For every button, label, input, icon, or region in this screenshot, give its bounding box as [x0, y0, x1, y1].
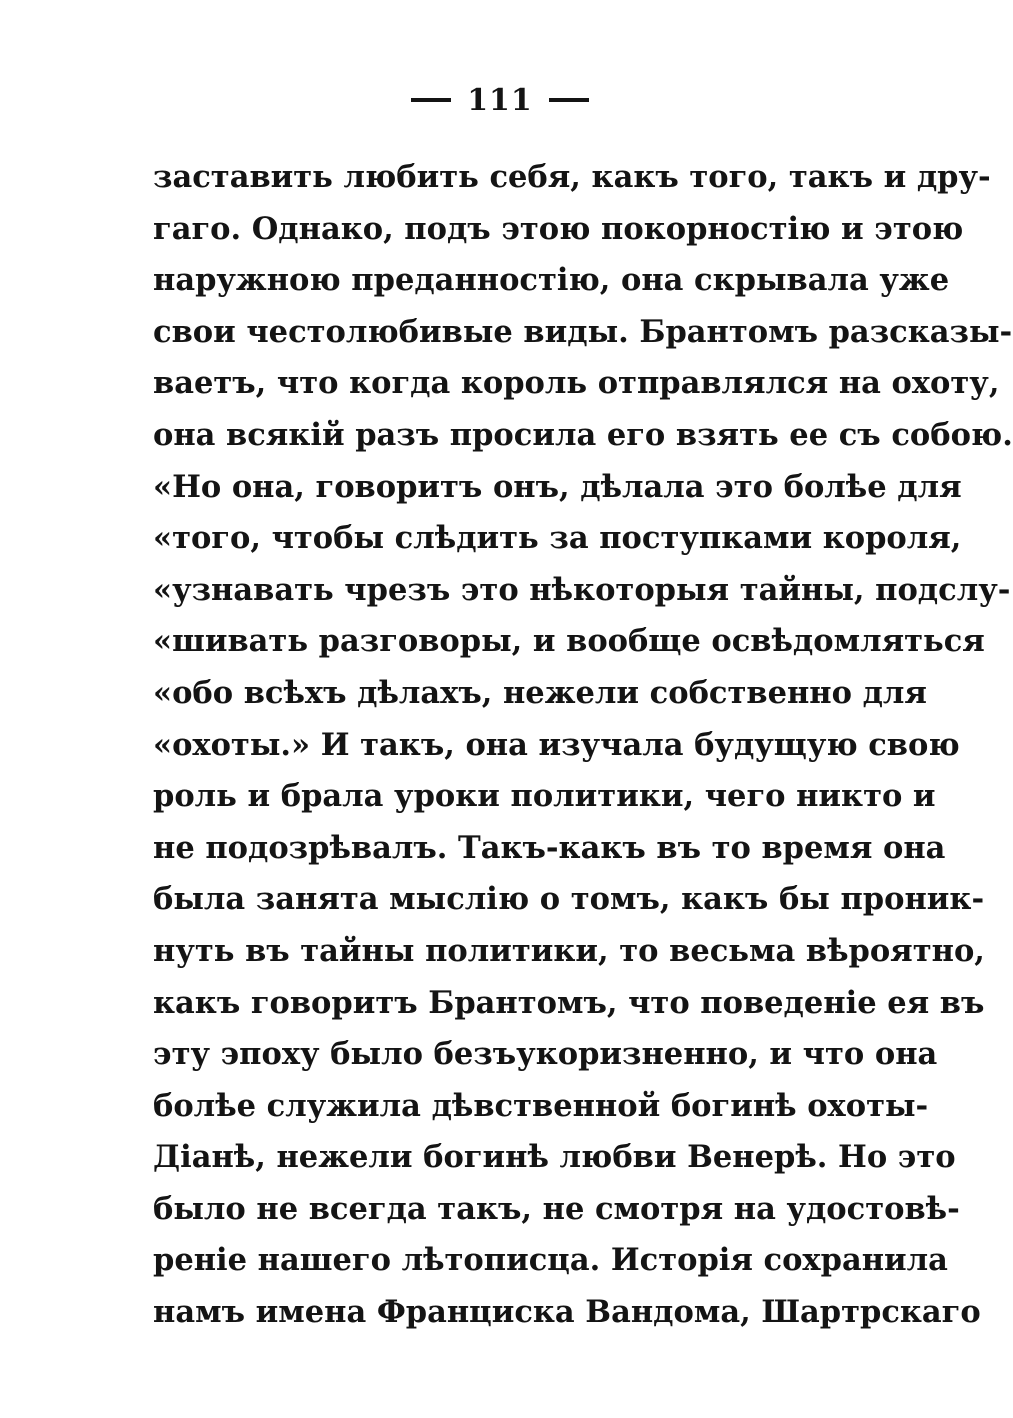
text-line: «шивать разговоры, и вообще освѣдомляться: [153, 623, 985, 660]
text-line: «охоты.» И такъ, она изучала будущую свою: [153, 726, 960, 763]
text-line: была занята мыслію о томъ, какъ бы проник-: [153, 881, 985, 918]
text-line: реніе нашего лѣтописца. Исторія сохранила: [153, 1242, 948, 1279]
text-line: «Но она, говоритъ онъ, дѣлала это болѣе для: [153, 468, 962, 505]
text-line: нуть въ тайны политики, то весьма вѣроятно,: [153, 932, 985, 969]
page-number: 111: [467, 82, 533, 118]
text-line: «узнавать чрезъ это нѣкоторыя тайны, подслу-: [153, 571, 1011, 608]
text-line: эту эпоху было безъукоризненно, и что она: [153, 1036, 938, 1073]
text-line: ваетъ, что когда король отправлялся на охоту,: [153, 365, 1000, 402]
left-dash: [411, 98, 451, 102]
body-text: [153, 152, 1013, 1339]
text-line: намъ имена Франциска Вандома, Шартрскаго: [153, 1294, 981, 1331]
page-header: [0, 80, 1000, 120]
text-line: заставить любить себя, какъ того, такъ и дру-: [153, 159, 991, 195]
text-line: свои честолюбивые виды. Брантомъ разсказы-: [153, 313, 1013, 350]
text-line: болѣе служила дѣвственной богинѣ охоты-: [153, 1087, 929, 1124]
text-line: она всякій разъ просила его взять ее съ собою.: [153, 416, 1013, 453]
text-line: «обо всѣхъ дѣлахъ, нежели собственно для: [153, 674, 927, 711]
text-line: роль и брала уроки политики, чего никто и: [153, 778, 936, 815]
text-line: не подозрѣвалъ. Такъ-какъ въ то время она: [153, 829, 946, 866]
text-line: «того, чтобы слѣдить за поступками короля,: [153, 520, 962, 557]
text-line: наружною преданностію, она скрывала уже: [153, 262, 950, 299]
text-line: какъ говоритъ Брантомъ, что поведеніе ея въ: [153, 984, 985, 1021]
text-line: гаго. Однако, подъ этою покорностію и этою: [153, 210, 964, 247]
text-line: Діанѣ, нежели богинѣ любви Венерѣ. Но это: [153, 1139, 956, 1176]
text-line: было не всегда такъ, не смотря на удостовѣ-: [153, 1190, 960, 1227]
right-dash: [549, 98, 589, 102]
